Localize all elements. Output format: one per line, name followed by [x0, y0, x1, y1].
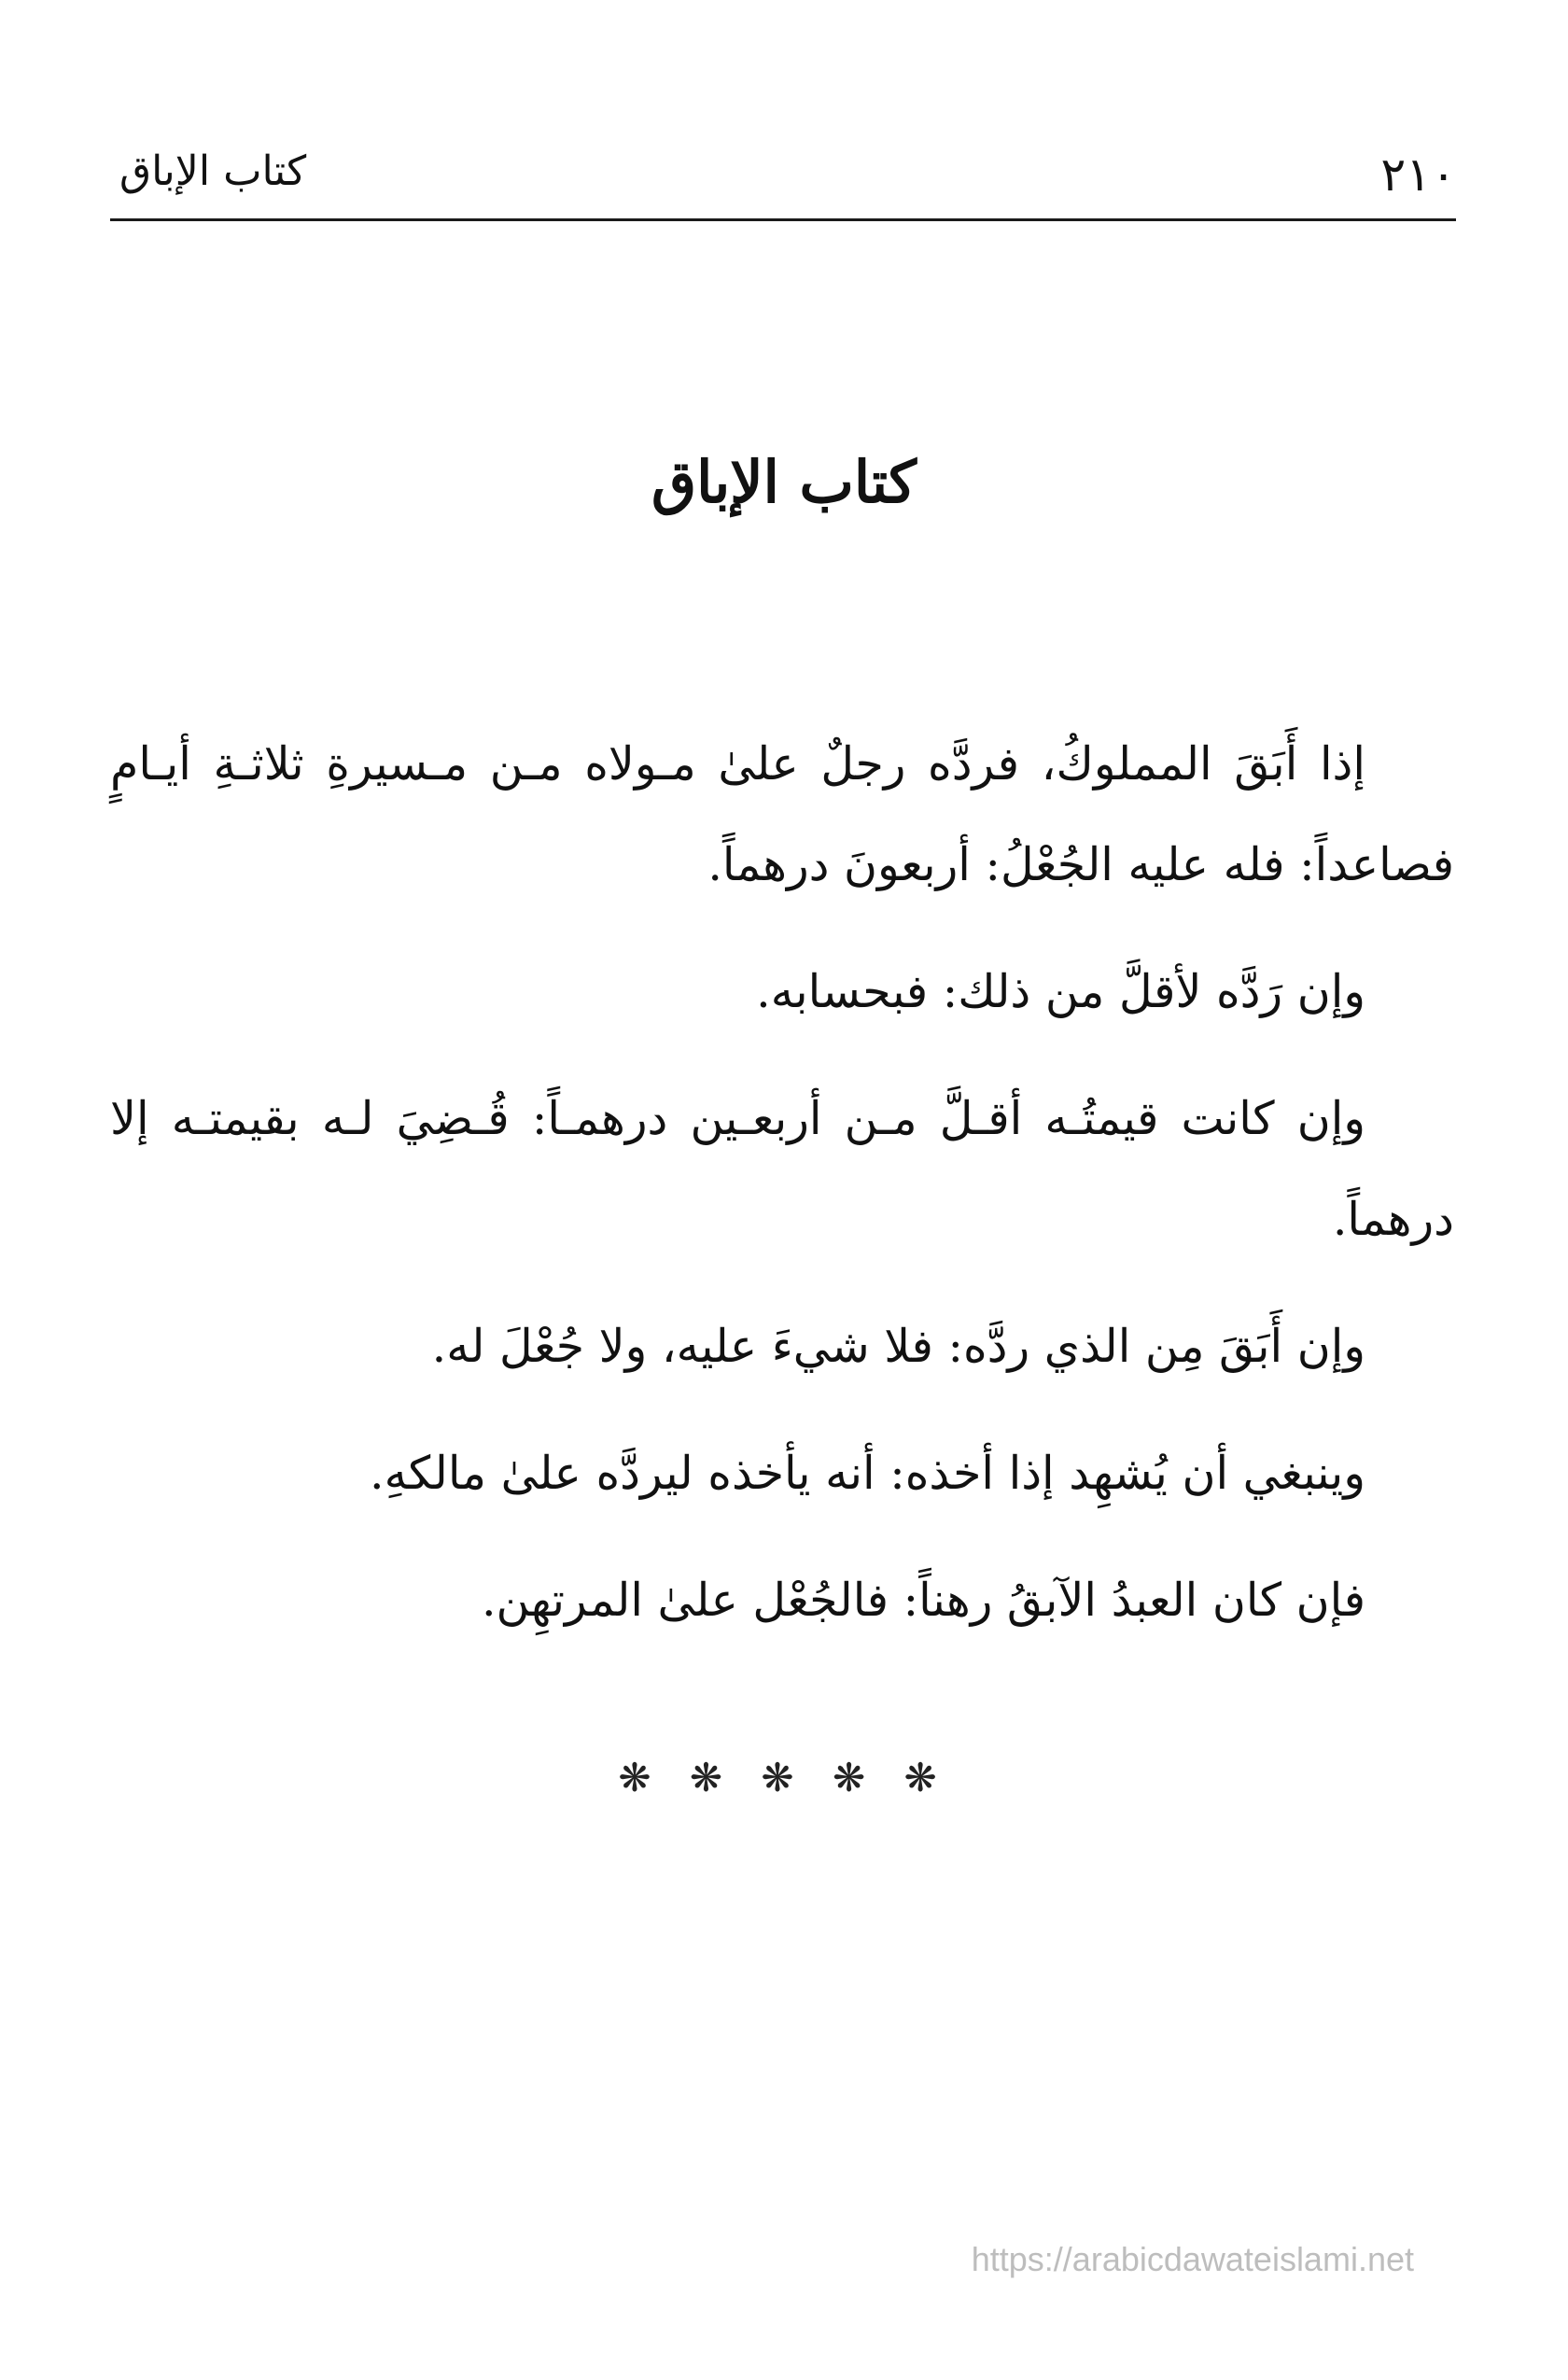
paragraph: وإن رَدَّه لأقلَّ من ذلك: فبحسابه.: [756, 965, 1365, 1018]
paragraph: وإن كانت قيمتُـه أقـلَّ مـن أربعـين درهمـاً: قُـضِيَ لـه بقيمتـه إلا درهماً.: [110, 1092, 1454, 1246]
paragraph: وينبغي أن يُشهِد إذا أخذه: أنه يأخذه ليردَّه علىٰ مالكهِ.: [370, 1447, 1365, 1500]
page-number: ٢١٠: [1380, 147, 1456, 202]
chapter-title: كتاب الإباق: [651, 448, 917, 516]
running-title: كتاب الإباق: [119, 147, 307, 195]
watermark-url: https://arabicdawateislami.net: [971, 2240, 1414, 2278]
paragraph: وإن أَبَقَ مِن الذي ردَّه: فلا شيءَ عليه، ولا جُعْلَ له.: [431, 1320, 1365, 1373]
chapter-body: [110, 714, 1454, 1677]
paragraph: فإن كان العبدُ الآبقُ رهناً: فالجُعْل علىٰ المرتهِن.: [481, 1574, 1365, 1627]
section-separator: ❋ ❋ ❋ ❋ ❋: [618, 1755, 950, 1800]
paragraph: إذا أَبَقَ المملوكُ، فردَّه رجلٌ علىٰ مـولاه مـن مـسيرةِ ثلاثـةِ أيـامٍ فصاعداً: فله عليه الجُعْلُ: أربعونَ درهماً.: [110, 737, 1454, 891]
running-header: [110, 140, 1456, 221]
